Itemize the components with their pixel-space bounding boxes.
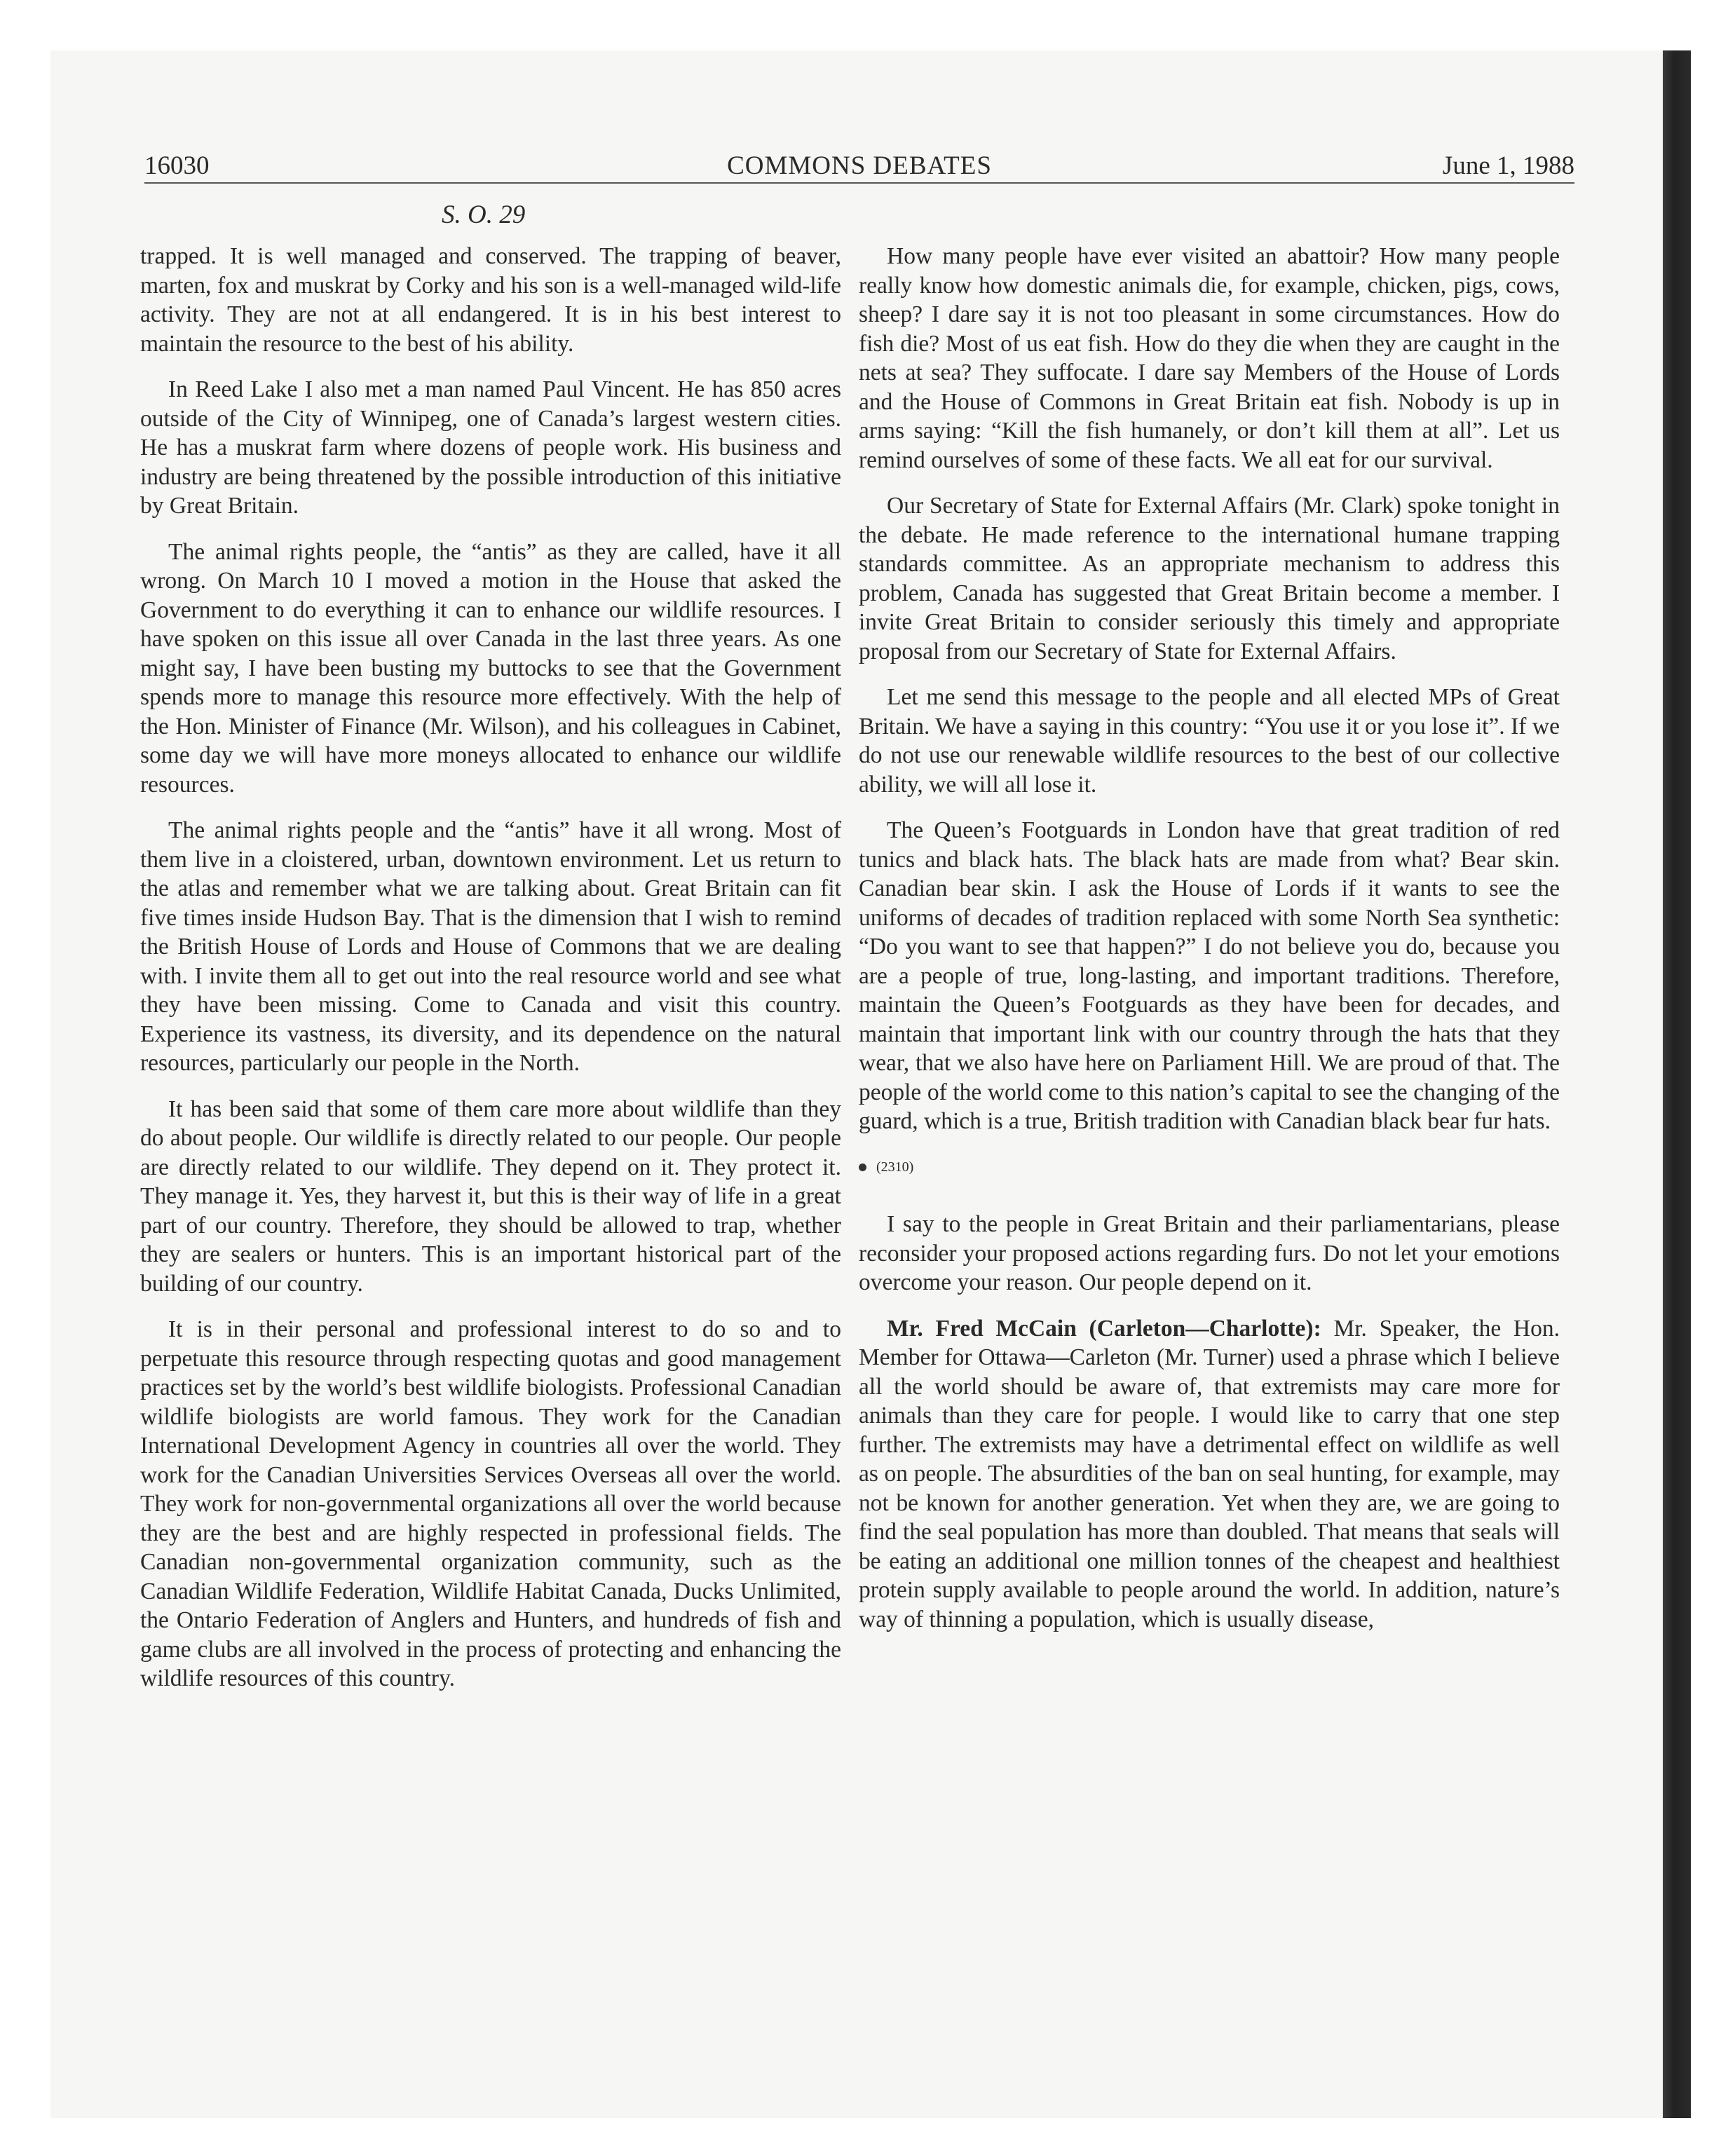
paragraph: The Queen’s Footguards in London have that great tradition of red tunics and black hats. The black hats are made from what? Bear skin. Canadian bear skin. I ask the House of Lords if it wants to see the uniforms of decades of tradition replaced with some North Sea synthetic: “Do you want to see that happen?” I do not believe you do, because you are a people of true, long-lasting, and important traditions. Therefore, maintain the Queen’s Footguards as they have been for decades, and maintain that important link with our country through the hats that they wear, that we also have here on Parliament Hill. We are proud of that. The people of the world come to this nation’s capital to see the changing of the guard, which is a true, British tradition with Canadian black bear fur hats. <box>859 817 1560 1134</box>
paragraph: Let me send this message to the people and all elected MPs of Great Britain. We have a saying in this country: “You use it or you lose it”. If we do not use our renewable wildlife resources to the best of our collective ability, we will all lose it. <box>859 684 1560 798</box>
paragraph: How many people have ever visited an abattoir? How many people really know how domestic animals die, for example, chicken, pigs, cows, sheep? I dare say it is not too pleasant in some circumstances. How do fish die? Most of us eat fish. How do they die when they are caught in the nets at sea? They suffocate. I dare say Members of the House of Lords and the House of Commons in Great Britain eat fish. Nobody is up in arms saying: “Kill the fish humanely, or don’t kill them at all”. Let us remind ourselves of some of these facts. We all eat for our survival. <box>859 243 1560 473</box>
paragraph: It has been said that some of them care more about wildlife than they do about people. Our wildlife is directly related to our people. Our people are directly related to our wildlife. They depend on it. They protect it. They manage it. Yes, they harvest it, but this is their way of life in a great part of our country. Therefore, they should be allowed to trap, whether they are sealers or hunters. This is an important historical part of the building of our country. <box>140 1096 841 1297</box>
speech-text: Mr. Speaker, the Hon. Member for Ottawa—Carleton (Mr. Turner) used a phrase which I believe all the world should be aware of, that extremists may care more for animals than they care for people. I would like to carry that one step further. The extremists may have a detrimental effect on wildlife as well as on people. The absurdities of the ban on seal hunting, for example, may not be known for another generation. Yet when they are, we are going to find the seal population has more than doubled. That means that seals will be eating an additional one million tonnes of the cheapest and healthiest protein supply available to people around the world. In addition, nature’s way of thinning a population, which is usually disease, <box>859 1315 1560 1632</box>
paragraph: In Reed Lake I also met a man named Paul Vincent. He has 850 acres outside of the City of Winnipeg, one of Canada’s largest western cities. He has a muskrat farm where dozens of people work. His business and industry are being threatened by the possible introduction of this initiative by Great Britain. <box>140 376 841 519</box>
paragraph: trapped. It is well managed and conserved. The trapping of beaver, marten, fox and muskrat by Corky and his son is a well-managed wild-life activity. They are not at all endangered. It is in his best interest to maintain the resource to the best of his ability. <box>140 243 841 357</box>
paragraph: It is in their personal and professional interest to do so and to perpetuate this resource through respecting quotas and good management practices set by the world’s best wildlife biologists. Professional Canadian wildlife biologists are world famous. They work for the Canadian International Development Agency in countries all over the world. They work for the Canadian Universities Services Overseas all over the world. They work for non-governmental organizations all over the world because they are the best and are highly respected in professional fields. The Canadian non-governmental organization community, such as the Canadian Wildlife Federation, Wildlife Habitat Canada, Ducks Unlimited, the Ontario Federation of Anglers and Hunters, and hundreds of fish and game clubs are all involved in the process of protecting and enhancing the wildlife resources of this country. <box>140 1316 841 1691</box>
time-marker-text: (2310) <box>876 1159 914 1175</box>
paragraph: Our Secretary of State for External Affairs (Mr. Clark) spoke tonight in the debate. He made reference to the international humane trapping standards committee. As an appropriate mechanism to address this problem, Canada has suggested that Great Britain become a member. I invite Great Britain to consider seriously this timely and appropriate proposal from our Secretary of State for External Affairs. <box>859 493 1560 664</box>
publication-title: COMMONS DEBATES <box>727 151 992 180</box>
speech-paragraph <box>859 1314 1560 1635</box>
paragraph: I say to the people in Great Britain and their parliamentarians, please reconsider your proposed actions regarding furs. Do not let your emotions overcome your reason. Our people depend on it. <box>859 1211 1560 1295</box>
time-marker <box>859 1153 1560 1182</box>
page-number: 16030 <box>144 151 210 180</box>
paragraph: The animal rights people and the “antis” have it all wrong. Most of them live in a cloistered, urban, downtown environment. Let us return to the atlas and remember what we are talking about. Great Britain can fit five times inside Hudson Bay. That is the dimension that I wish to remind the British House of Lords and House of Commons that we are dealing with. I invite them all to get out into the real resource world and see what they have been missing. Come to Canada and visit this country. Experience its vastness, its diversity, and its dependence on the natural resources, particularly our people in the North. <box>140 817 841 1076</box>
running-header <box>144 150 1574 184</box>
bullet-icon <box>859 1164 866 1171</box>
left-column <box>140 242 841 1710</box>
standing-order-label: S. O. 29 <box>442 200 526 229</box>
paragraph: The animal rights people, the “antis” as they are called, have it all wrong. On March 10 I moved a motion in the House that asked the Government to do everything it can to enhance our wildlife resources. I have spoken on this issue all over Canada in the last three years. As one might say, I have been busting my buttocks to see that the Government spends more to manage this resource more effectively. With the help of the Hon. Minister of Finance (Mr. Wilson), and his colleagues in Cabinet, some day we will have more moneys allocated to enhance our wildlife resources. <box>140 538 841 798</box>
speaker-name: Mr. Fred McCain (Carleton—Charlotte): <box>887 1315 1321 1342</box>
publication-date: June 1, 1988 <box>1442 151 1574 180</box>
right-column <box>859 242 1560 1651</box>
scan-edge-shadow <box>1663 50 1691 2118</box>
